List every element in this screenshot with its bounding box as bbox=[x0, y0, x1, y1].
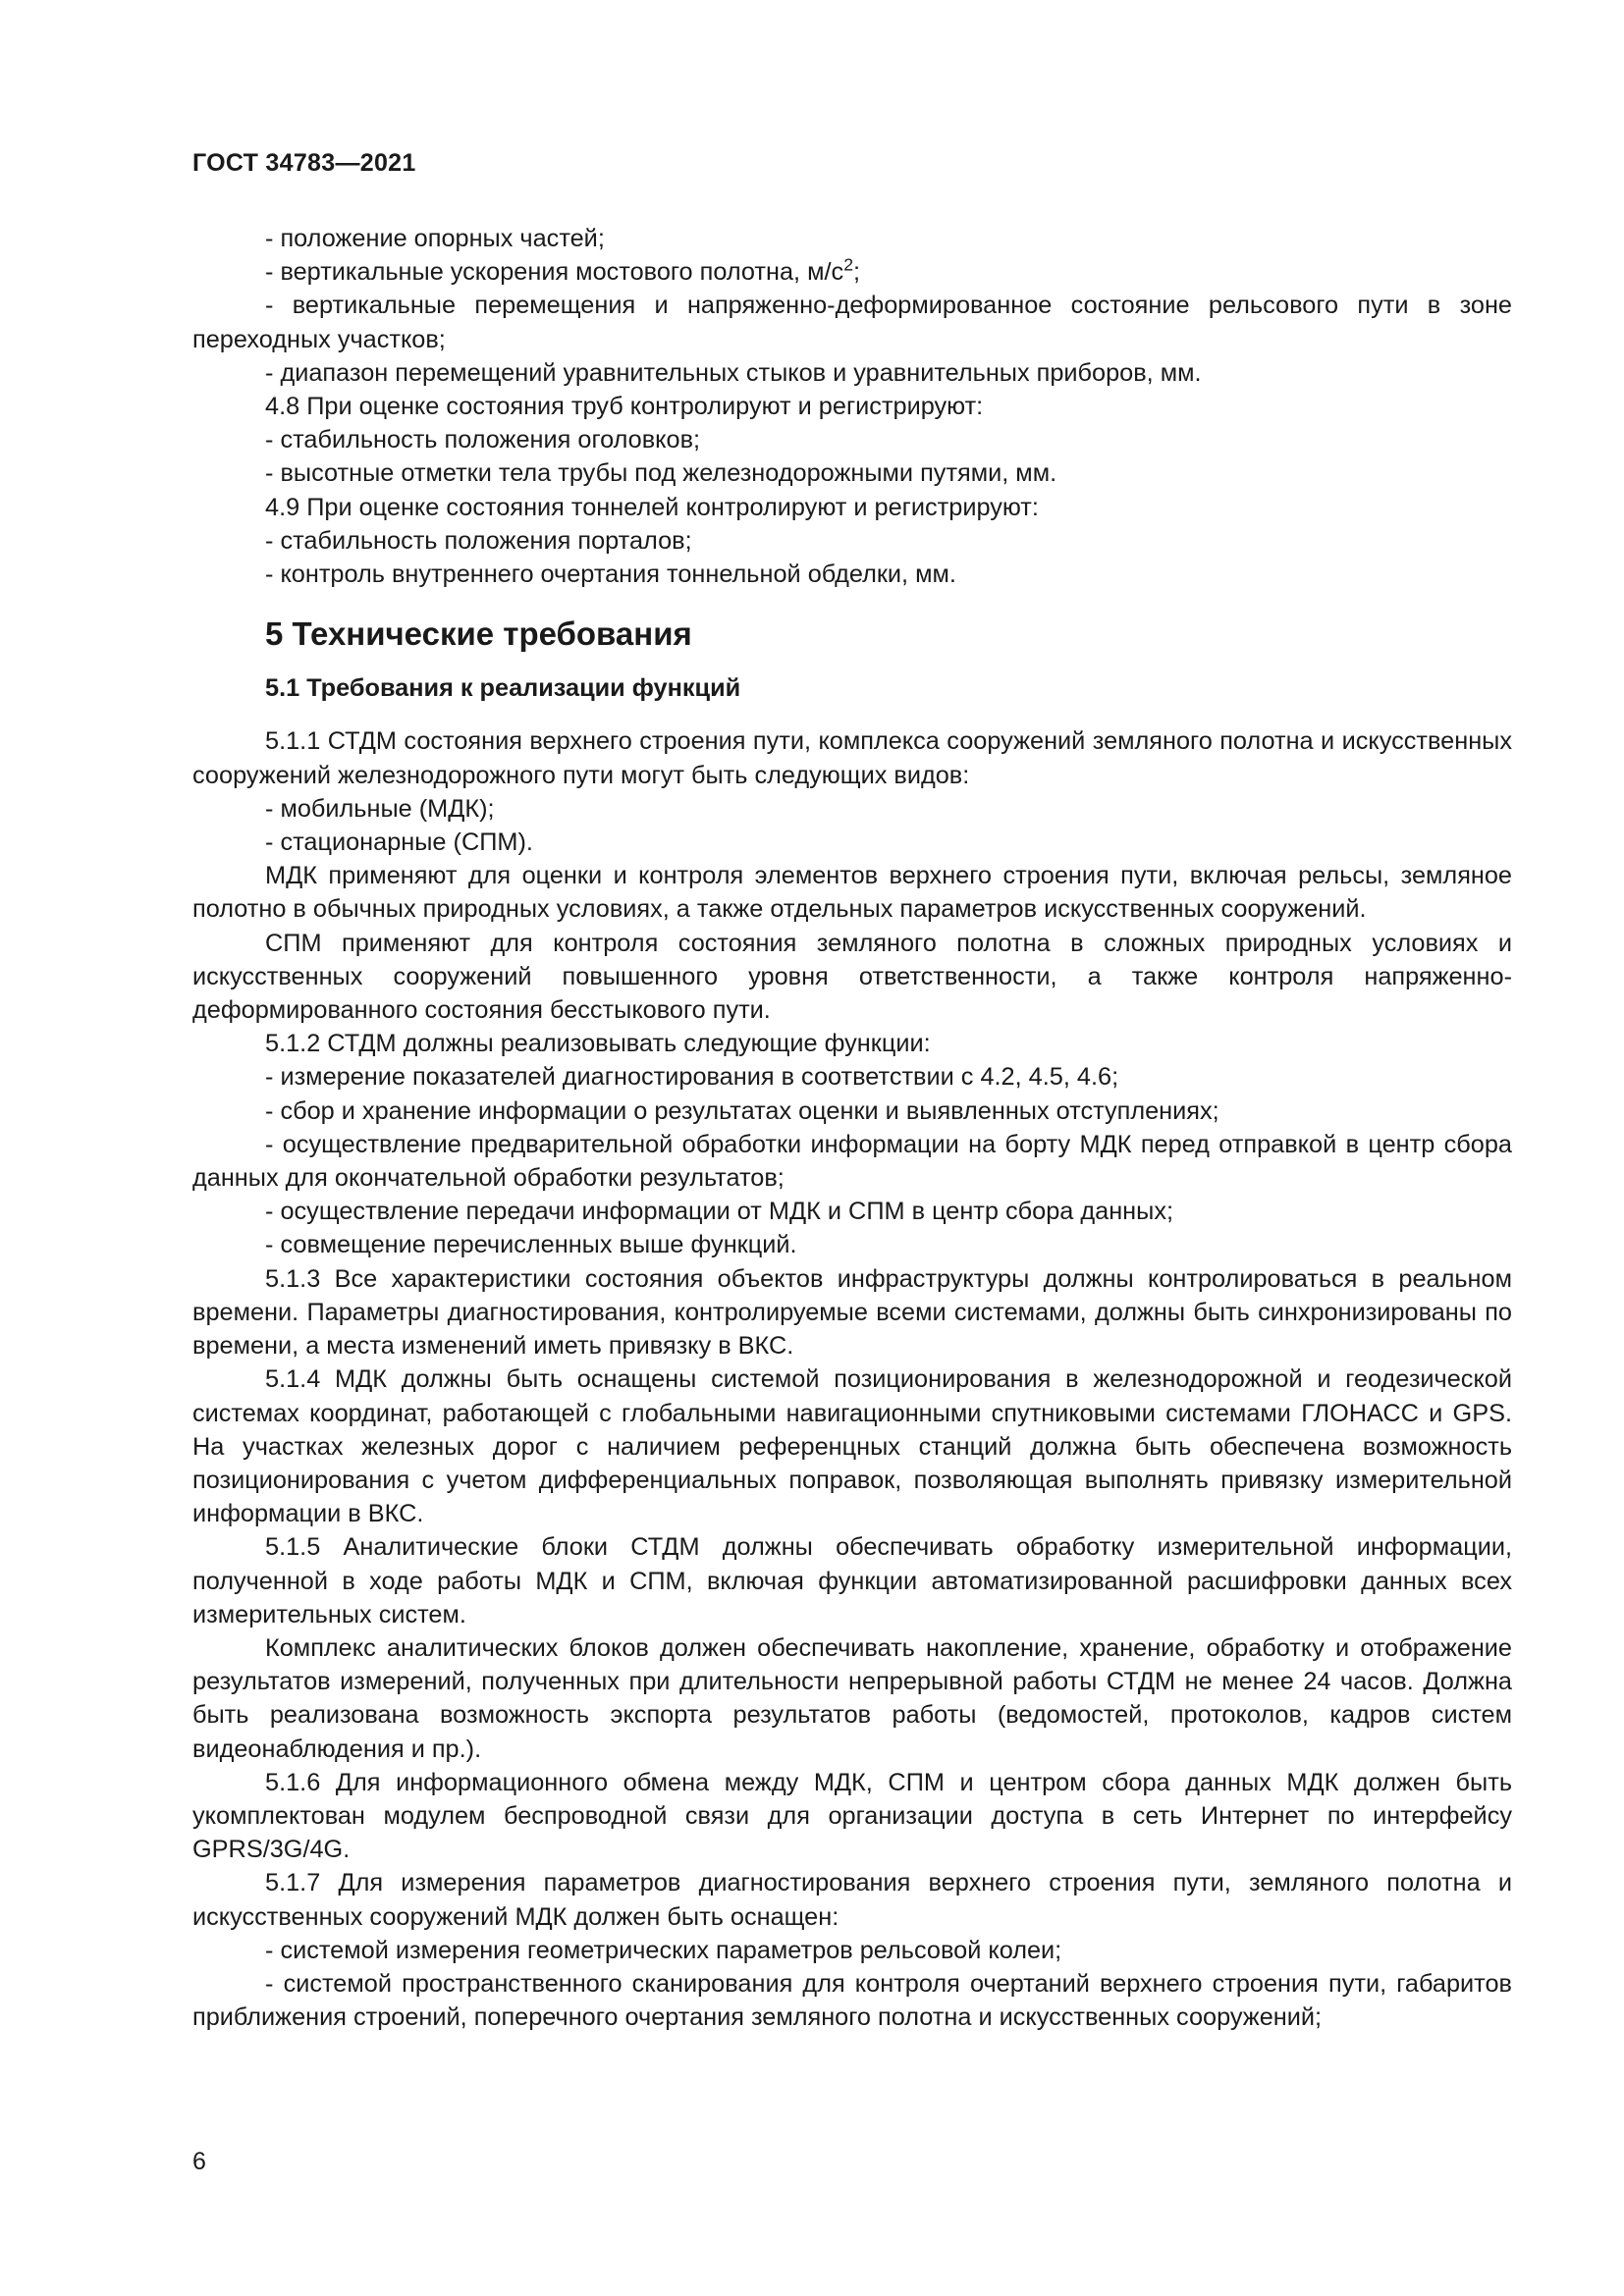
document-body bbox=[192, 222, 1512, 2034]
clause-5-1-6: 5.1.6 Для информационного обмена между МДК, СПМ и центром сбора данных МДК должен быть укомплектован модулем беспроводной связи для организации доступа в сеть Интернет по интерфейсу GPRS/3G/4G. bbox=[192, 1768, 1512, 1864]
subsection-heading: 5.1 Требования к реализации функций bbox=[265, 674, 741, 703]
list-item: - осуществление предварительной обработки информации на борту МДК перед отправкой в центр сбора данных для окончательной обработки результатов; bbox=[192, 1130, 1512, 1193]
list-item: - диапазон перемещений уравнительных стыков и уравнительных приборов, мм. bbox=[265, 358, 1202, 387]
list-item: - высотные отметки тела трубы под железнодорожными путями, мм. bbox=[265, 459, 1057, 488]
list-item: - положение опорных частей; bbox=[265, 225, 605, 252]
list-item: - осуществление передачи информации от МДК и СПМ в центр сбора данных; bbox=[265, 1198, 1173, 1226]
page-number: 6 bbox=[192, 2148, 206, 2175]
clause-5-1-3: 5.1.3 Все характеристики состояния объектов инфраструктуры должны контролироваться в реальном времени. Параметры диагностирования, контролируемые всеми системами, должны быть синхронизированы по времени, а места изменений иметь привязку в ВКС. bbox=[192, 1264, 1512, 1361]
clause-4-8: 4.8 При оценке состояния труб контролируют и регистрируют: bbox=[265, 393, 984, 421]
list-item: - стабильность положения оголовков; bbox=[265, 426, 701, 454]
superscript: 2 bbox=[843, 254, 854, 275]
paragraph: Комплекс аналитических блоков должен обеспечивать накопление, хранение, обработку и отображение результатов измерений, полученных при длительности непрерывной работы СТДМ не менее 24 часов. Должна быть реализована возможность экспорта результатов работы (ведомостей, протоколов, кадров систем видеонаблюдения и пр.). bbox=[192, 1633, 1512, 1763]
clause-4-9: 4.9 При оценке состояния тоннелей контролируют и регистрируют: bbox=[265, 493, 1039, 521]
list-item-text: ; bbox=[853, 258, 861, 287]
clause-5-1-5: 5.1.5 Аналитические блоки СТДМ должны обеспечивать обработку измерительной информации, полученной в ходе работы МДК и СПМ, включая функции автоматизированной расшифровки данных всех измерительных систем. bbox=[192, 1533, 1512, 1629]
clause-5-1-4: 5.1.4 МДК должны быть оснащены системой позиционирования в железнодорожной и геодезической системах координат, работающей с глобальными навигационными спутниковыми системами ГЛОНАСС и GPS. На участках железных дорог с наличием референцных станций должна быть обеспечена возможность позиционирования с учетом дифференциальных поправок, позволяющая выполнять привязку измерительной информации в ВКС. bbox=[192, 1365, 1512, 1528]
list-item bbox=[192, 255, 1512, 289]
list-item: - системой измерения геометрических параметров рельсовой колеи; bbox=[265, 1936, 1062, 1964]
list-item: - сбор и хранение информации о результатах оценки и выявленных отступлениях; bbox=[265, 1096, 1219, 1125]
document-header: ГОСТ 34783—2021 bbox=[192, 149, 416, 177]
paragraph: МДК применяют для оценки и контроля элементов верхнего строения пути, включая рельсы, земляное полотно в обычных природных условиях, а также отдельных параметров искусственных сооружений. bbox=[192, 862, 1512, 924]
list-item: - вертикальные перемещения и напряженно-деформированное состояние рельсового пути в зоне переходных участков; bbox=[192, 292, 1512, 353]
list-item-text: - вертикальные ускорения мостового полотна, м/с bbox=[265, 258, 844, 287]
list-item: - измерение показателей диагностирования в соответствии с 4.2, 4.5, 4.6; bbox=[265, 1063, 1119, 1092]
section-heading: 5 Технические требования bbox=[265, 615, 692, 653]
list-item: - мобильные (МДК); bbox=[265, 794, 495, 823]
list-item: - системой пространственного сканирования для контроля очертаний верхнего строения пути, габаритов приближения строений, поперечного очертания земляного полотна и искусственных сооружений; bbox=[192, 1969, 1512, 2032]
clause-5-1-7: 5.1.7 Для измерения параметров диагностирования верхнего строения пути, земляного полотна и искусственных сооружений МДК должен быть оснащен: bbox=[192, 1869, 1512, 1931]
list-item: - совмещение перечисленных выше функций. bbox=[265, 1231, 797, 1259]
clause-5-1-1: 5.1.1 СТДМ состояния верхнего строения пути, комплекса сооружений земляного полотна и искусственных сооружений железнодорожного пути могут быть следующих видов: bbox=[192, 727, 1512, 789]
list-item: - контроль внутреннего очертания тоннельной обделки, мм. bbox=[265, 561, 956, 589]
clause-5-1-2: 5.1.2 СТДМ должны реализовывать следующие функции: bbox=[265, 1030, 931, 1058]
paragraph: СПМ применяют для контроля состояния земляного полотна в сложных природных условиях и искусственных сооружений повышенного уровня ответственности, а также контроля напряженно-деформированного состояния бесстыкового пути. bbox=[192, 929, 1512, 1025]
list-item: - стабильность положения порталов; bbox=[265, 526, 692, 555]
list-item: - стационарные (СПМ). bbox=[265, 828, 533, 857]
